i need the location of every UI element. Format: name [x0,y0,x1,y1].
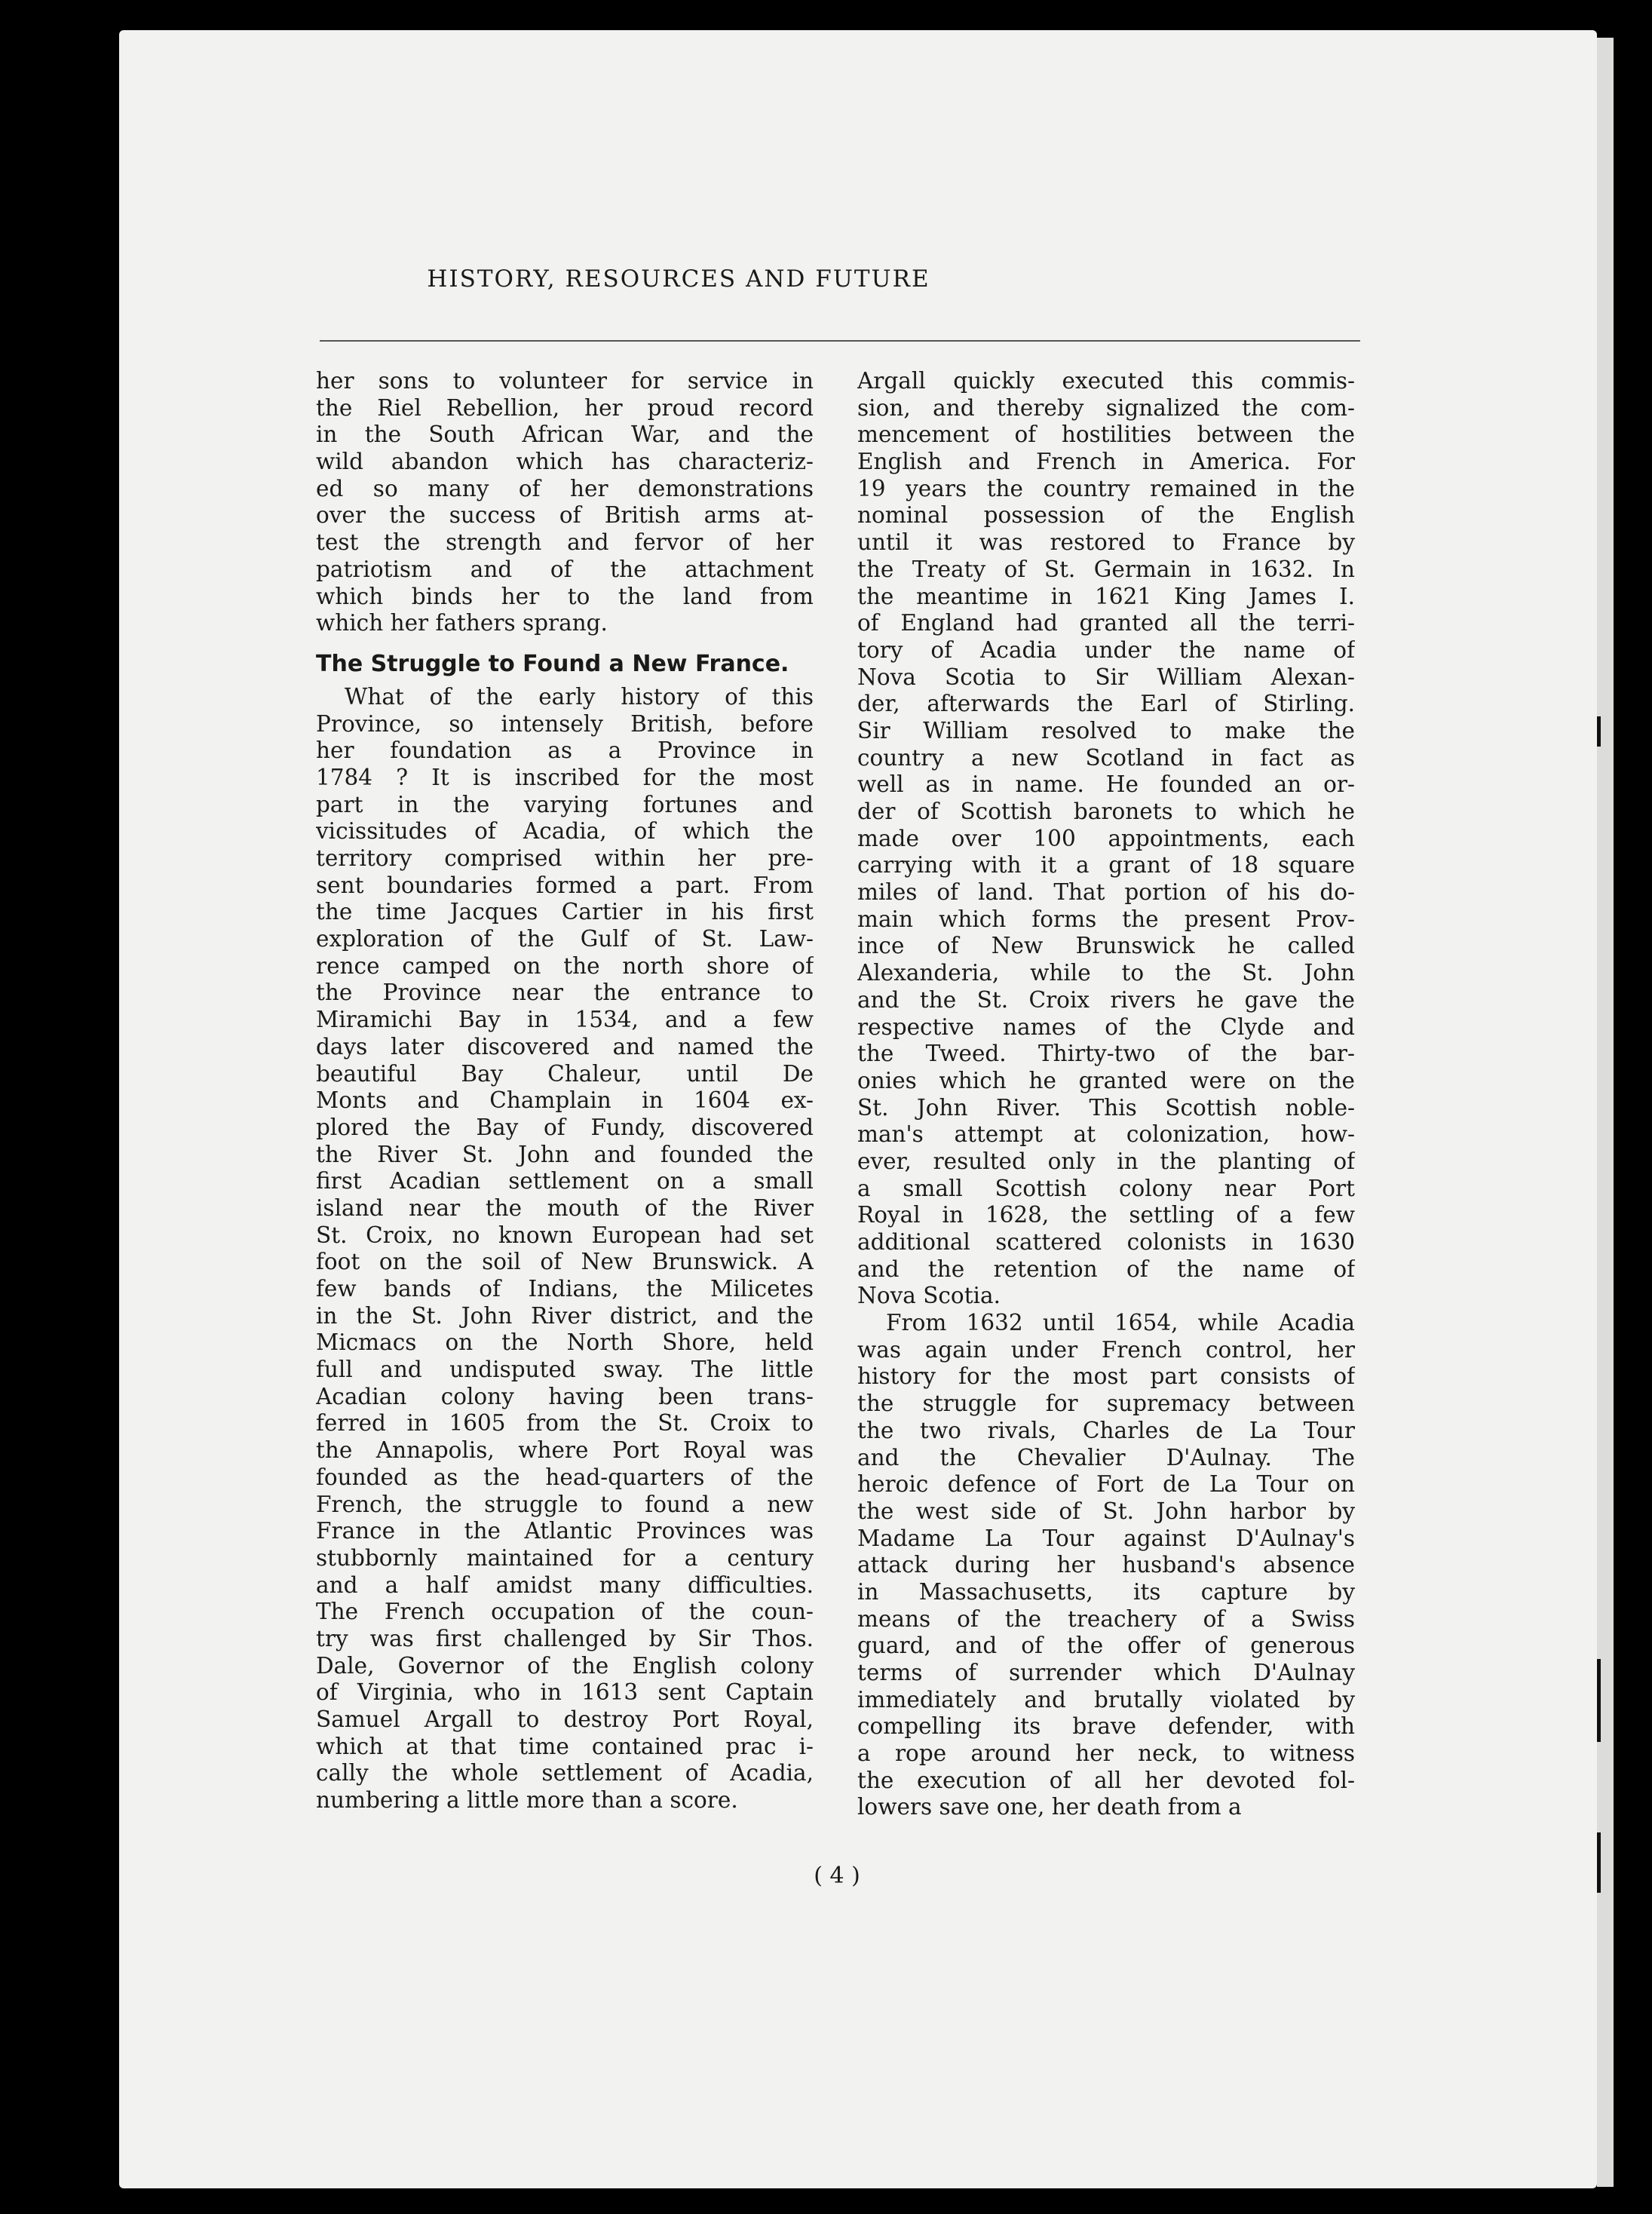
text-line: the time Jacques Cartier in his first [316,899,814,925]
text-line: St. John River. This Scottish noble- [857,1094,1355,1121]
text-line: the struggle for supremacy between [857,1391,1355,1417]
text-line: Nova Scotia to Sir William Alexan- [857,664,1355,690]
text-line: Madame La Tour against D'Aulnay's [857,1525,1355,1551]
text-line: tory of Acadia under the name of [857,636,1355,663]
text-line: sent boundaries formed a part. From [316,872,814,898]
text-line: Acadian colony having been trans- [316,1383,814,1409]
text-line: Micmacs on the North Shore, held [316,1329,814,1356]
text-line: her foundation as a Province in [316,737,814,764]
text-line: Dale, Governor of the English colony [316,1652,814,1679]
text-line: a small Scottish colony near Port [857,1175,1355,1201]
text-line: founded as the head-quarters of the [316,1464,814,1490]
text-line: attack during her husband's absence [857,1552,1355,1578]
text-line: France in the Atlantic Provinces was [316,1518,814,1544]
text-line: man's attempt at colonization, how- [857,1121,1355,1148]
edge-mark [1597,716,1601,747]
text-line: in Massachusetts, its capture by [857,1578,1355,1605]
text-line: onies which he granted were on the [857,1067,1355,1093]
adjacent-page-edge [1597,38,1614,2187]
text-line: over the success of British arms at- [316,502,814,529]
text-line: compelling its brave defender, with [857,1713,1355,1740]
text-line: lowers save one, her death from a [857,1794,1242,1820]
text-line: and the retention of the name of [857,1256,1355,1282]
text-line: well as in name. He founded an or- [857,771,1355,798]
text-line: miles of land. That portion of his do- [857,879,1355,906]
text-line: carrying with it a grant of 18 square [857,852,1355,879]
text-line: few bands of Indians, the Milicetes [316,1276,814,1302]
text-line: until it was restored to France by [857,529,1355,556]
text-line: Alexanderia, while to the St. John [857,960,1355,986]
text-line: terms of surrender which D'Aulnay [857,1660,1355,1685]
text-line: St. Croix, no known European had set [316,1222,814,1248]
text-line: The French occupation of the coun- [316,1599,814,1625]
text-line: numbering a little more than a score. [316,1787,738,1814]
text-line: guard, and of the offer of generous [857,1633,1355,1659]
text-line: try was first challenged by Sir Thos. [316,1625,814,1651]
text-line: and the St. Croix rivers he gave the [857,986,1355,1013]
text-line: additional scattered colonists in 1630 [857,1229,1355,1255]
section-heading: The Struggle to Found a New France. [316,650,789,677]
text-line: nominal possession of the English [857,502,1355,529]
text-line: der of Scottish baronets to which he [857,799,1355,824]
text-line: Argall quickly executed this commis- [857,368,1355,394]
text-line: Nova Scotia. [857,1283,1001,1309]
text-line: the Tweed. Thirty-two of the bar- [857,1041,1355,1067]
text-line: test the strength and fervor of her [316,529,814,556]
edge-mark [1597,1659,1601,1742]
text-line: French, the struggle to found a new [316,1491,814,1517]
text-line: of Virginia, who in 1613 sent Captain [316,1679,814,1706]
page-number: ( 4 ) [814,1863,860,1889]
text-line: first Acadian settlement on a small [316,1168,814,1194]
text-line: in the South African War, and the [316,422,814,448]
text-line: respective names of the Clyde and [857,1013,1355,1040]
text-line: mencement of hostilities between the [857,422,1355,448]
text-line: which at that time contained prac i- [316,1733,814,1759]
text-line: a rope around her neck, to witness [857,1740,1355,1767]
text-line: der, afterwards the Earl of Stirling. [857,691,1355,717]
text-line: the execution of all her devoted fol- [857,1767,1355,1793]
text-line: immediately and brutally violated by [857,1686,1355,1713]
text-line: the meantime in 1621 King James I. [857,583,1355,609]
text-line: and a half amidst many difficulties. [316,1572,814,1598]
text-line: country a new Scotland in fact as [857,744,1355,771]
text-line: the Annapolis, where Port Royal was [316,1437,814,1464]
text-line: was again under French control, her [857,1336,1355,1363]
text-line: cally the whole settlement of Acadia, [316,1760,814,1786]
text-line: 19 years the country remained in the [857,475,1355,501]
text-line: the west side of St. John harbor by [857,1498,1355,1524]
text-line: stubbornly maintained for a century [316,1544,814,1571]
text-line: part in the varying fortunes and [316,791,814,817]
left-column [316,368,814,1814]
header-rule [320,340,1360,342]
text-line: ferred in 1605 from the St. Croix to [316,1410,814,1437]
text-line: which binds her to the land from [316,583,814,609]
text-line: means of the treachery of a Swiss [857,1605,1355,1632]
text-line: full and undisputed sway. The little [316,1357,814,1383]
text-line: the Treaty of St. Germain in 1632. In [857,556,1355,582]
text-line: main which forms the present Prov- [857,906,1355,932]
text-line: exploration of the Gulf of St. Law- [316,926,814,952]
right-paragraph-1 [857,368,1355,1310]
text-line: plored the Bay of Fundy, discovered [316,1114,814,1140]
text-line: and the Chevalier D'Aulnay. The [857,1444,1355,1470]
text-line: patriotism and of the attachment [316,556,814,582]
text-line: wild abandon which has characteriz- [316,449,814,475]
left-paragraph-2 [316,684,814,1814]
text-line: sion, and thereby signalized the com- [857,394,1355,421]
text-line: territory comprised within her pre- [316,845,814,871]
text-line: history for the most part consists of [857,1363,1355,1390]
right-paragraph-2 [857,1310,1355,1821]
text-line: Monts and Champlain in 1604 ex- [316,1087,814,1114]
text-line: foot on the soil of New Brunswick. A [316,1249,814,1275]
text-line: days later discovered and named the [316,1033,814,1059]
edge-mark [1597,1832,1601,1893]
text-line: the two rivals, Charles de La Tour [857,1417,1355,1443]
text-line: Miramichi Bay in 1534, and a few [316,1007,814,1033]
text-line: ince of New Brunswick he called [857,933,1355,959]
text-line: her sons to volunteer for service in [316,368,814,394]
text-line: Sir William resolved to make the [857,717,1355,744]
text-line: rence camped on the north shore of [316,952,814,979]
text-line: vicissitudes of Acadia, of which the [316,818,814,845]
text-line: Province, so intensely British, before [316,710,814,737]
left-paragraph-1 [316,368,814,637]
text-line: ever, resulted only in the planting of [857,1148,1355,1174]
text-line: the Riel Rebellion, her proud record [316,394,814,421]
text-line: heroic defence of Fort de La Tour on [857,1471,1355,1498]
text-line: What of the early history of this [345,683,814,710]
text-line: which her fathers sprang. [316,610,608,636]
text-line: made over 100 appointments, each [857,825,1355,851]
text-line: Samuel Argall to destroy Port Royal, [316,1706,814,1732]
text-line: beautiful Bay Chaleur, until De [316,1060,814,1087]
text-line: From 1632 until 1654, while Acadia [886,1310,1355,1336]
text-line: the River St. John and founded the [316,1141,814,1167]
right-column [857,368,1355,1821]
running-head: HISTORY, RESOURCES AND FUTURE [427,265,930,293]
text-line: of England had granted all the terri- [857,610,1355,636]
text-line: 1784 ? It is inscribed for the most [316,764,814,790]
text-line: the Province near the entrance to [316,980,814,1006]
text-line: English and French in America. For [857,449,1355,475]
text-line: in the St. John River district, and the [316,1302,814,1329]
text-line: island near the mouth of the River [316,1194,814,1221]
text-line: ed so many of her demonstrations [316,475,814,501]
text-line: Royal in 1628, the settling of a few [857,1202,1355,1228]
